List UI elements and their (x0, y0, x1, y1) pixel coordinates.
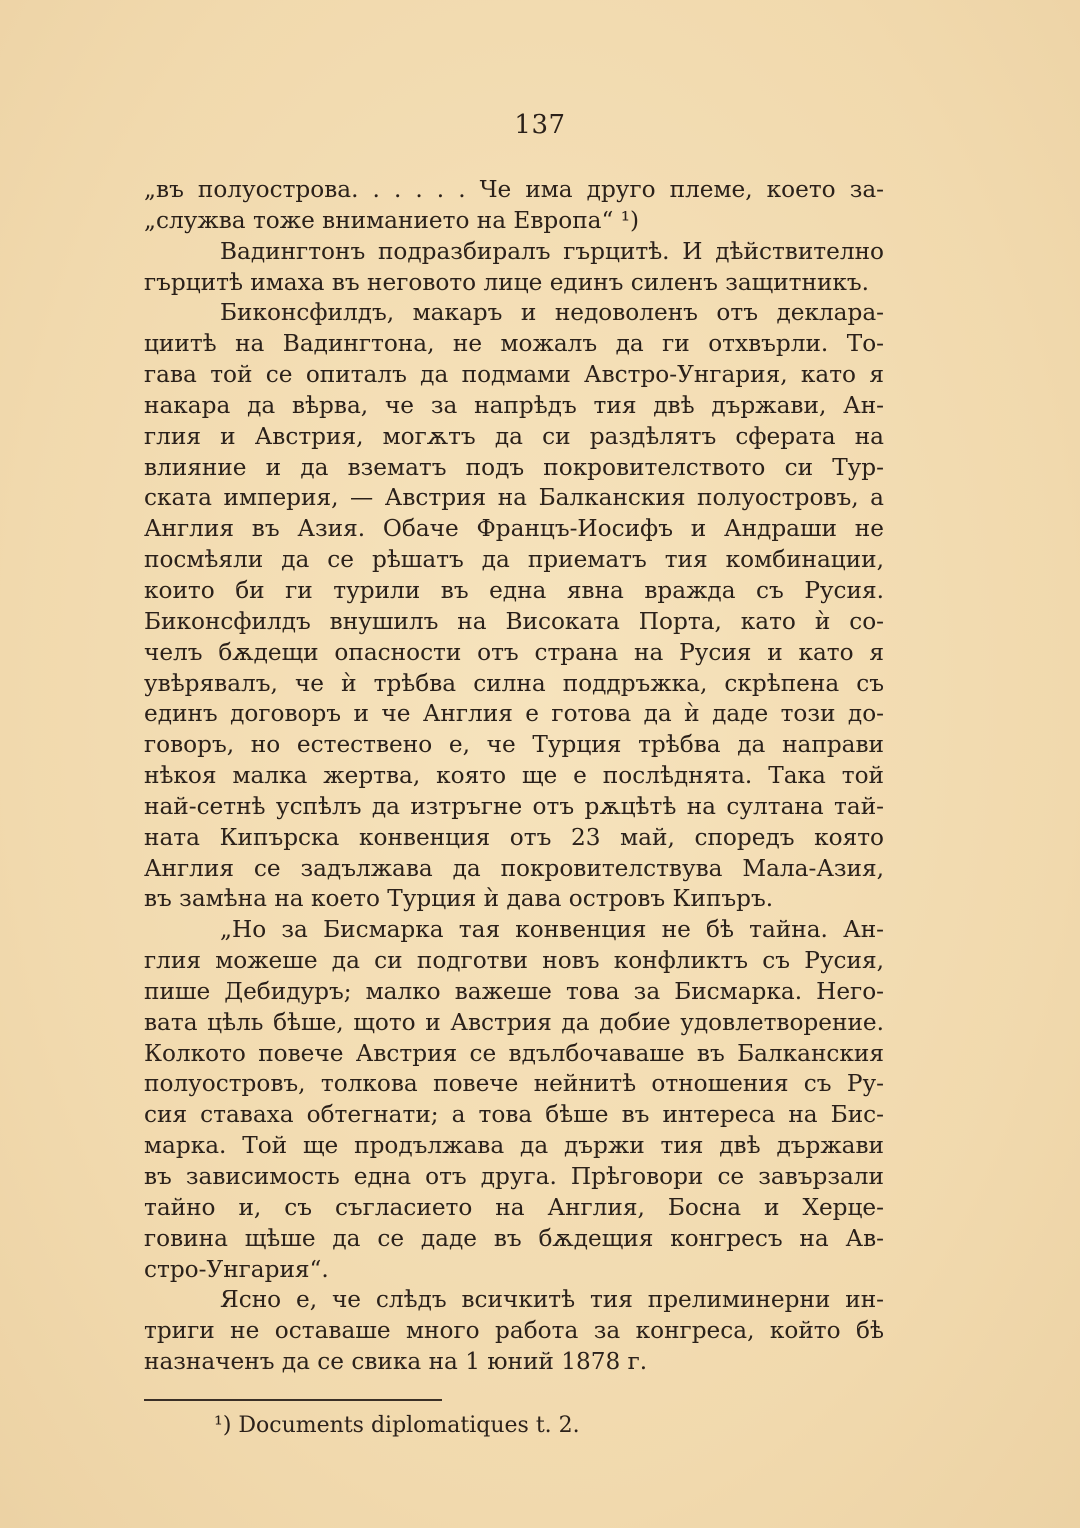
text-line: посмѣяли да се рѣшатъ да приематъ тия комбинации, (144, 546, 884, 574)
text-line: циитѣ на Вадингтона, не можалъ да ги отхвърли. То- (144, 330, 884, 358)
text-line: глия можеше да си подготви новъ конфликтъ съ Русия, (144, 947, 884, 975)
text-line: стро-Унгария“. (144, 1255, 329, 1283)
page-number: 137 (514, 110, 566, 140)
text-line: говоръ, но естествено е, че Турция трѣбва да направи (144, 731, 884, 759)
text-line: тайно и, съ съгласието на Англия, Босна и Херце- (144, 1193, 884, 1221)
text-line: Биконсфилдъ внушилъ на Високата Порта, като ѝ со- (144, 607, 884, 635)
text-line: полуостровъ, толкова повече нейнитѣ отношения съ Ру- (144, 1070, 884, 1098)
text-line: ската империя, — Австрия на Балканския полуостровъ, а (144, 484, 884, 512)
text-line: увѣрявалъ, че ѝ трѣбва силна поддръжка, скрѣпена съ (144, 669, 884, 697)
footnote-divider (144, 1399, 442, 1401)
body-text (144, 175, 884, 1378)
text-line: „Но за Бисмарка тая конвенция не бѣ тайна. Ан- (220, 916, 884, 944)
footnote: ¹) Documents diplomatiques t. 2. (214, 1413, 580, 1438)
text-line: влияние и да взематъ подъ покровителството си Тур- (144, 453, 884, 481)
text-line: Ясно е, че слѣдъ всичкитѣ тия прелиминерни ин- (220, 1286, 884, 1314)
text-line: въ зависимость една отъ друга. Прѣговори се завързали (144, 1163, 884, 1190)
text-line: въ замѣна на което Турция ѝ дава островъ Кипъръ. (144, 885, 774, 913)
text-line: единъ договоръ и че Англия е готова да ѝ даде този до- (144, 700, 884, 728)
text-line: Вадингтонъ подразбиралъ гърцитѣ. И дѣйствително (220, 237, 884, 265)
text-line: Колкото повече Австрия се вдълбочаваше въ Балканския (144, 1039, 884, 1067)
text-line: челъ бѫдещи опасности отъ страна на Русия и като я (144, 638, 884, 666)
text-line: които би ги турили въ една явна вражда съ Русия. (144, 576, 884, 604)
text-line: назначенъ да се свика на 1 юний 1878 г. (144, 1348, 648, 1376)
text-line: най-сетнѣ успѣлъ да изтръгне отъ рѫцѣтѣ на султана тай- (144, 792, 884, 820)
text-line: гърцитѣ имаха въ неговото лице единъ силенъ защитникъ. (144, 268, 870, 296)
text-line: сия ставаха обтегнати; а това бѣше въ интереса на Бис- (144, 1101, 884, 1129)
text-line: „въ полуострова. . . . . . Че има друго племе, което за- (144, 176, 884, 203)
text-line: говина щѣше да се даде въ бѫдещия конгресъ на Ав- (144, 1224, 884, 1252)
text-line: нѣкоя малка жертва, която ще е послѣднята. Така той (144, 762, 884, 790)
text-line: пише Дебидуръ; малко важеше това за Бисмарка. Него- (144, 977, 884, 1005)
text-line: накара да вѣрва, че за напрѣдъ тия двѣ държави, Ан- (144, 391, 884, 419)
text-line: марка. Той ще продължава да държи тия двѣ държави (144, 1132, 884, 1160)
text-line: вата цѣль бѣше, щото и Австрия да добие удовлетворение. (144, 1008, 884, 1036)
text-line: Биконсфилдъ, макаръ и недоволенъ отъ деклара- (220, 299, 884, 327)
text-line: Англия въ Азия. Обаче Францъ-Иосифъ и Андраши не (144, 515, 884, 543)
text-line: триги не оставаше много работа за конгреса, който бѣ (144, 1317, 884, 1345)
text-line: глия и Австрия, могѫтъ да си раздѣлятъ сферата на (144, 422, 884, 450)
text-line: Англия се задължава да покровителствува Мала-Азия, (144, 854, 884, 882)
text-line: „служва тоже вниманието на Европа“ ¹) (144, 206, 640, 234)
text-line: гава той се опиталъ да подмами Австро-Унгария, като я (144, 361, 884, 389)
text-line: ната Кипърска конвенция отъ 23 май, споредъ която (144, 823, 884, 851)
